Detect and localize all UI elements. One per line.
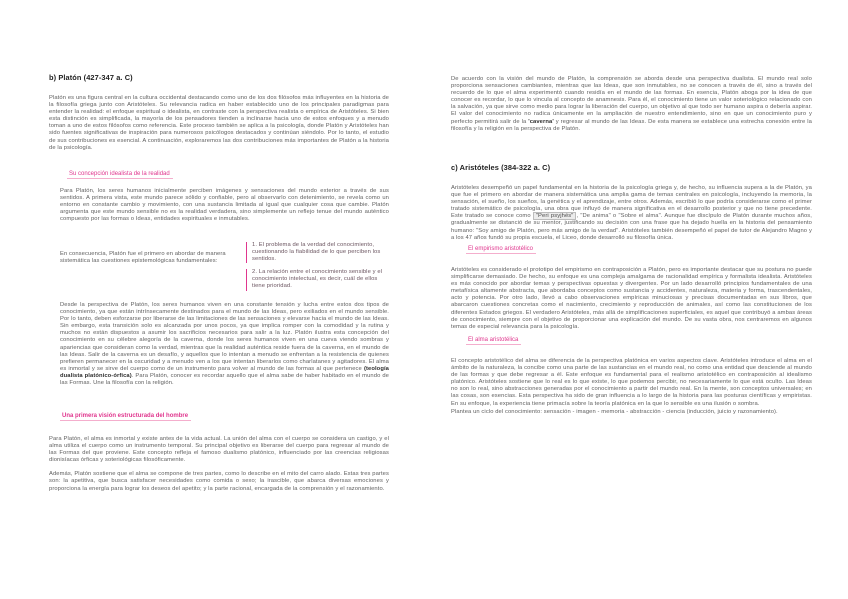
epistemology-intro: En consecuencia, Platón fue el primero en abordar de manera sistemática las cuestiones epistemológicas fundamentales:: [60, 251, 226, 265]
idealism-subheading: [67, 170, 389, 179]
left-column: [49, 73, 389, 506]
peri-psyjhes-highlight: "Peri psyjhés": [533, 212, 577, 220]
human-vision-subheading: [60, 412, 389, 421]
epistemology-block: [60, 242, 389, 298]
anamnesis-bold: 'caverna': [528, 118, 554, 125]
platon-heading: b) Platón (427-347 a. C): [49, 73, 133, 82]
aristotelian-soul-paragraph: El concepto aristotélico del alma se diferencia de la perspectiva platónica en varios aspectos clave. Aristóteles introduce el alma en el ámbito de la naturaleza, la concibe como una parte de las sustancias en el mundo real, no como una entidad que desciende al mundo de las formas y que debe regresar a él. Este enfoque es fundamental para el realismo aristotélico en contraposición al idealismo platónico. Aristóteles sostiene que lo real es lo que existe, lo que podemos percibir, no necesariamente lo que está oculto. Las Ideas no son lo real, sino abstracciones generadas por el conocimiento a partir del mundo real. En la mente, son conceptos universales; en las cosas, son esencias. Esta perspectiva ha sido de gran influencia a lo largo de la historia para las posturas científicas y empiristas. En su enfoque, la experiencia tiene primacía sobre la teoría platónica en la que lo sensible es una ilusión o sombra.: [451, 358, 812, 407]
soul-immortal-paragraph: Para Platón, el alma es inmortal y existe antes de la vida actual. La unión del alma con el cuerpo se considera un castigo, y el alma utiliza el cuerpo como un instrumento temporal. Su principal objetivo es liberarse del cuerpo para regresar al mundo de las Formas del que proviene. Este concepto refleja el famoso dualismo platónico, influenciado por las creencias religiosas dionisíacas órficas y soteriológicas filosóficamente.: [49, 436, 389, 464]
aristoteles-heading: c) Aristóteles (384-322 a. C): [451, 163, 551, 172]
anamnesis-paragraph: [451, 76, 812, 147]
soul-three-parts-paragraph: Además, Platón sostiene que el alma se compone de tres partes, como lo describe en el mito del carro alado. Estas tres partes son: la apetitiva, que busca satisfacer necesidades como comida o sexo; la irascible, que abarca diversas emociones y proporciona la energía para lograr los deseos del apetito; y la parte racional, encargada de la comprensión y el razonamiento.: [49, 471, 389, 492]
anamnesis-text-end: y regresar al mundo de las Ideas. De esta manera se establece una estrecha conexión entre la filosofía y la religión en la perspectiva de Platón.: [451, 118, 812, 132]
cave-allegory-paragraph: [60, 302, 389, 409]
cave-paragraph-bold: (teología dualista platónico-órfica): [60, 365, 389, 379]
cave-paragraph-text: Desde la perspectiva de Platón, los seres humanos viven en una constante tensión y lucha entre estos dos tipos de conocimiento, ya que están intrínsecamente destinados para el mundo de las Ideas, pero exiliados en el mundo sensible. Por lo tanto, deben esforzarse por liberarse de las limitaciones de las sensaciones y elevarse hacia el mundo de las Ideas. Sin embargo, esta transición solo es alcanzada por unos pocos, ya que implica romper con la comodidad y la rutina y muchos no están dispuestos a asumir los sacrificios necesarios para salir a la luz. Platón ilustra esta concepción del conocimiento en su célebre alegoría de la caverna, donde los seres humanos viven en una cueva viendo sombras y apariencias que consideran como la verdad, mientras que la realidad auténtica reside fuera de la caverna, en el mundo de las Ideas. Salir de la caverna es un desafío, y aquellos que lo intentan a menudo se enfrentan a la resistencia de quienes prefieren permanecer en la oscuridad y a menudo ven a los que intentan liberarlos como charlatanes y agitadores. El alma es inmortal y se sirve del cuerpo como de un instrumento para volver al mundo de las formas al que pertenece: [60, 302, 389, 372]
cave-paragraph-text-end: . Para Platón, conocer es recordar aquello que el alma sabe de haber habitado en el mundo de las Formas. Une la filosofía con la religión.: [60, 372, 389, 387]
empiricism-subheading-text: El empirismo aristotélico: [466, 245, 536, 254]
aristoteles-intro-text: Aristóteles desempeñó un papel fundamental en la historia de la psicología griega y, de hecho, su influencia supera a la de Platón, ya que fue el primero en abordar de manera sistemática una amplia gama de temas centrales en psicología, incluyendo la memoria, la sensación, el sueño, los sueños, la genética y el aprendizaje, entre otros. Además, escribió lo que podría considerarse como el primer tratado sistemático de psicología, una obra que influyó de manera significativa en el desarrollo posterior y que no tiene precedente. Este tratado se conoce como: [451, 185, 812, 220]
aristotelian-soul-subheading: [466, 336, 812, 345]
epistemology-question: 1. El problema de la verdad del conocimiento, cuestionando la fiabilidad de lo que perciben los sentidos.: [246, 242, 386, 263]
idealism-paragraph: Para Platón, los seres humanos inicialmente perciben imágenes y sensaciones del mundo exterior a través de sus sentidos. A primera vista, este mundo parece sólido y confiable, pero al observarlo con detenimiento, se revela como un entorno en constante cambio y movimiento, con una sustancia limitada al igual que cualquier cosa que cambie. Platón argumenta que este mundo sensible no es la realidad verdadera, sino simplemente un reflejo tenue del mundo auténtico compuesto por las formas o Ideas, entidades espirituales e inmutables.: [60, 188, 389, 223]
platon-intro-paragraph: Platón es una figura central en la cultura occidental destacando como uno de los dos filósofos más influyentes en la historia de la filosofía griega junto con Aristóteles. Su relevancia radica en haber establecido uno de los principales paradigmas para entender la realidad: el enfoque espiritual o idealista, en contraste con la perspectiva realista o empírica de Aristóteles. Si bien esta distinción es simplificada, la mayoría de los pensadores tienden a inclinarse hacia uno de estos enfoques y a menudo toman a uno de estos filósofos como referencia. Este proceso también se aplica a la psicología, donde Platón y Aristóteles han sido fuentes significativas de inspiración para numerosos psicólogos destacados y continúan siéndolo. Por lo tanto, el estudio de sus contribuciones es esencial. A continuación, exploraremos las dos contribuciones más importantes de Platón a la historia de la psicología.: [49, 95, 389, 151]
empiricism-paragraph: Aristóteles es considerado el prototipo del empirismo en contraposición a Platón, pero es importante destacar que su postura no puede simplificarse demasiado. De hecho, su enfoque es una compleja amalgama de racionalidad empírica y formalista idealista. Aristóteles es más conocido por abordar temas y perspectivas opuestas y divergentes. Por un lado desarrolló principios fundamentales de una metafísica altamente abstracta, que abordaba conceptos como sustancia y accidentes, naturaleza, materia y forma, trascendentales, acto y potencia. Por otro lado, llevó a cabo observaciones empíricas minuciosas y precisas documentadas en sus libros, que abarcaron cuestiones concretas como el nacimiento, crecimiento y reproducción de animales, así como las constituciones de los diferentes Estados griegos. El verdadero Aristóteles, más allá de simplificaciones superficiales, es aquel que contribuyó a ambas áreas de conocimiento, siempre con el objetivo de proporcionar una explicación del mundo. De su vasta obra, nos centraremos en algunos temas de especial relevancia para la psicología.: [451, 267, 812, 330]
aristotelian-soul-subheading-text: El alma aristotélica: [466, 336, 521, 345]
epistemology-question: 2. La relación entre el conocimiento sensible y el conocimiento intelectual, es decir, cuál de ellos tiene prioridad.: [246, 269, 386, 290]
anamnesis-text: De acuerdo con la visión del mundo de Platón, la comprensión se aborda desde una perspectiva dualista. El mundo real solo proporciona sensaciones cambiantes, mientras que las Ideas, que son inmutables, no se conocen a través de él, sino a través del recuerdo de lo que el alma experimentó cuando residía en el mundo de las formas. En esencia, Platón aboga por la idea de que conocer es recordar, lo que lo vincula al concepto de anamnesis. Para él, el conocimiento tiene un valor soteriológico relacionado con la salvación, ya que sirve como medio para lograr la liberación del cuerpo, un objetivo al que todo ser humano aspira o debería aspirar. El valor del conocimiento no radica únicamente en la ampliación de nuestro entendimiento, sino en que un conocimiento puro y perfecto permitirá salir de la: [451, 76, 812, 125]
idealism-subheading-text: Su concepción idealista de la realidad: [67, 170, 173, 179]
aristoteles-intro-paragraph: [451, 185, 812, 242]
epistemology-questions-list: [246, 242, 386, 291]
right-column: [451, 73, 812, 416]
empiricism-subheading: [466, 245, 812, 254]
knowledge-cycle-paragraph: Plantea un ciclo del conocimiento: sensación - imagen - memoria - abstracción - ciencia (inducción, juicio y razonamiento).: [451, 408, 778, 415]
aristoteles-intro-text-end: , "De anima" o "Sobre el alma". Aunque fue discípulo de Platón durante muchos años, gradualmente se distanció de su mentor, justificando su decisión con una frase que ha dejado huella en la historia del pensamiento humano: "Soy amigo de Platón, pero más amigo de la verdad". Aristóteles también desempeñó el papel de tutor de Alejandro Magno y a los 47 años fundó su propia escuela, el Liceo, donde desarrolló su filosofía única.: [451, 213, 812, 241]
human-vision-subheading-text: Una primera visión estructurada del hombre: [60, 412, 191, 421]
